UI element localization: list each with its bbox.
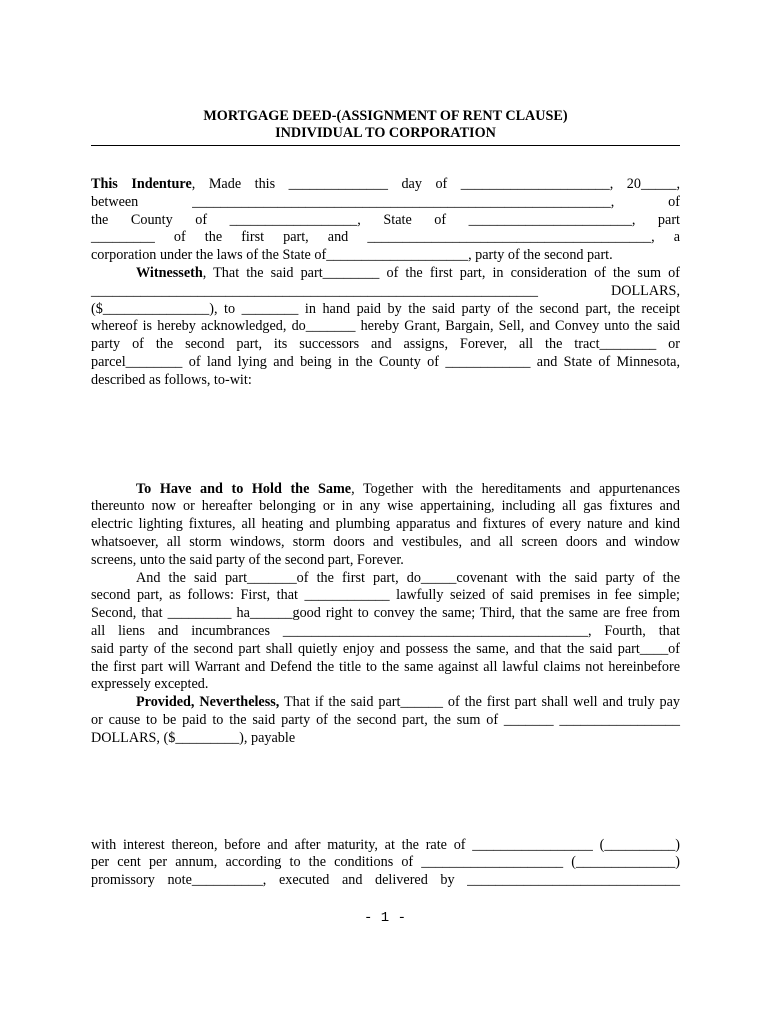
legal-description-space: [91, 390, 680, 481]
page-title: [91, 108, 680, 142]
document-page: [91, 108, 680, 890]
title-line-2: INDIVIDUAL TO CORPORATION: [275, 125, 496, 141]
page-number: - 1 -: [363, 910, 406, 926]
witnesseth-line-5: party of the second part, its successors and assigns, Forever, all the tract________ or: [91, 336, 680, 353]
interest-line-2: per cent per annum, according to the conditions of ____________________ (______________): [91, 854, 680, 871]
proviso-line-2: or cause to be paid to the said party of the second part, the sum of _______ _________________: [91, 711, 680, 728]
indenture-line-4: _________ of the first part, and ________________________________________, a: [91, 229, 680, 246]
covenant-line-6: the first part will Warrant and Defend the title to the same against all lawful claims not hereinbefore: [91, 658, 680, 675]
indenture-line-3: the County of __________________, State of _______________________, part: [91, 211, 680, 228]
habendum-line-3: electric lighting fixtures, all heating and plumbing apparatus and fixtures of every nature and kind: [91, 516, 680, 533]
interest-paragraph: [91, 837, 680, 890]
title-line-1: MORTGAGE DEED-(ASSIGNMENT OF RENT CLAUSE): [203, 108, 568, 124]
indenture-line-5: corporation under the laws of the State of____________________, party of the second part.: [91, 247, 613, 264]
witnesseth-line-4: whereof is hereby acknowledged, do_______ hereby Grant, Bargain, Sell, and Convey unto the said: [91, 318, 680, 335]
indenture-heading: This Indenture: [91, 176, 192, 192]
indenture-line-2: between ___________________________________________________________, of: [91, 193, 680, 210]
witnesseth-heading: Witnesseth: [136, 264, 203, 281]
witnesseth-line-6: parcel________ of land lying and being in the County of ____________ and State of Minnesota,: [91, 353, 680, 370]
interest-line-1: with interest thereon, before and after maturity, at the rate of _________________ (__________): [91, 836, 680, 853]
covenant-line-4: all liens and incumbrances ___________________________________________, Fourth, that: [91, 622, 680, 639]
covenant-line-2: second part, as follows: First, that ____________ lawfully seized of said premises in fee simple;: [91, 587, 680, 604]
interest-line-3: promissory note__________, executed and delivered by ______________________________: [91, 872, 680, 889]
habendum-line-1: To Have and to Hold the Same, Together with the hereditaments and appurtenances: [136, 480, 680, 497]
covenant-paragraph: [91, 570, 680, 695]
payment-terms-space: [91, 748, 680, 837]
habendum-line-2: thereunto now or hereafter belonging or in any wise appertaining, including all gas fixtures and: [91, 498, 680, 515]
proviso-paragraph: [91, 694, 680, 747]
indenture-paragraph: [91, 176, 680, 265]
covenant-line-7: expressely excepted.: [91, 676, 209, 693]
covenant-line-5: said party of the second part shall quietly enjoy and possess the same, and that the said part____of: [91, 640, 680, 657]
habendum-paragraph: [91, 481, 680, 570]
witnesseth-line-7: described as follows, to-wit:: [91, 371, 252, 388]
covenant-line-1: And the said part_______of the first part, do_____covenant with the said party of the: [136, 569, 680, 586]
indenture-line-1: This Indenture, Made this ______________ day of _____________________, 20_____,: [91, 176, 680, 192]
proviso-line-3: DOLLARS, ($_________), payable: [91, 729, 296, 746]
proviso-line-1: Provided, Nevertheless, That if the said part______ of the first part shall well and truly pay: [136, 694, 681, 711]
witnesseth-line-2: _______________________________________________________________ DOLLARS,: [91, 282, 680, 299]
witnesseth-line-1: Witnesseth, That the said part________ of the first part, in consideration of the sum of: [136, 264, 680, 281]
habendum-heading: To Have and to Hold the Same: [136, 480, 352, 497]
habendum-line-5: screens, unto the said party of the second part, Forever.: [91, 551, 404, 568]
proviso-heading: Provided, Nevertheless,: [136, 694, 280, 711]
witnesseth-line-3: ($_______________), to ________ in hand paid by the said party of the second part, the receipt: [91, 300, 680, 317]
covenant-line-3: Second, that _________ ha______good right to convey the same; Third, that the same are free from: [91, 605, 680, 622]
habendum-line-4: whatsoever, all storm windows, storm doors and vestibules, and all screen doors and window: [91, 533, 680, 550]
witnesseth-paragraph: [91, 265, 680, 390]
